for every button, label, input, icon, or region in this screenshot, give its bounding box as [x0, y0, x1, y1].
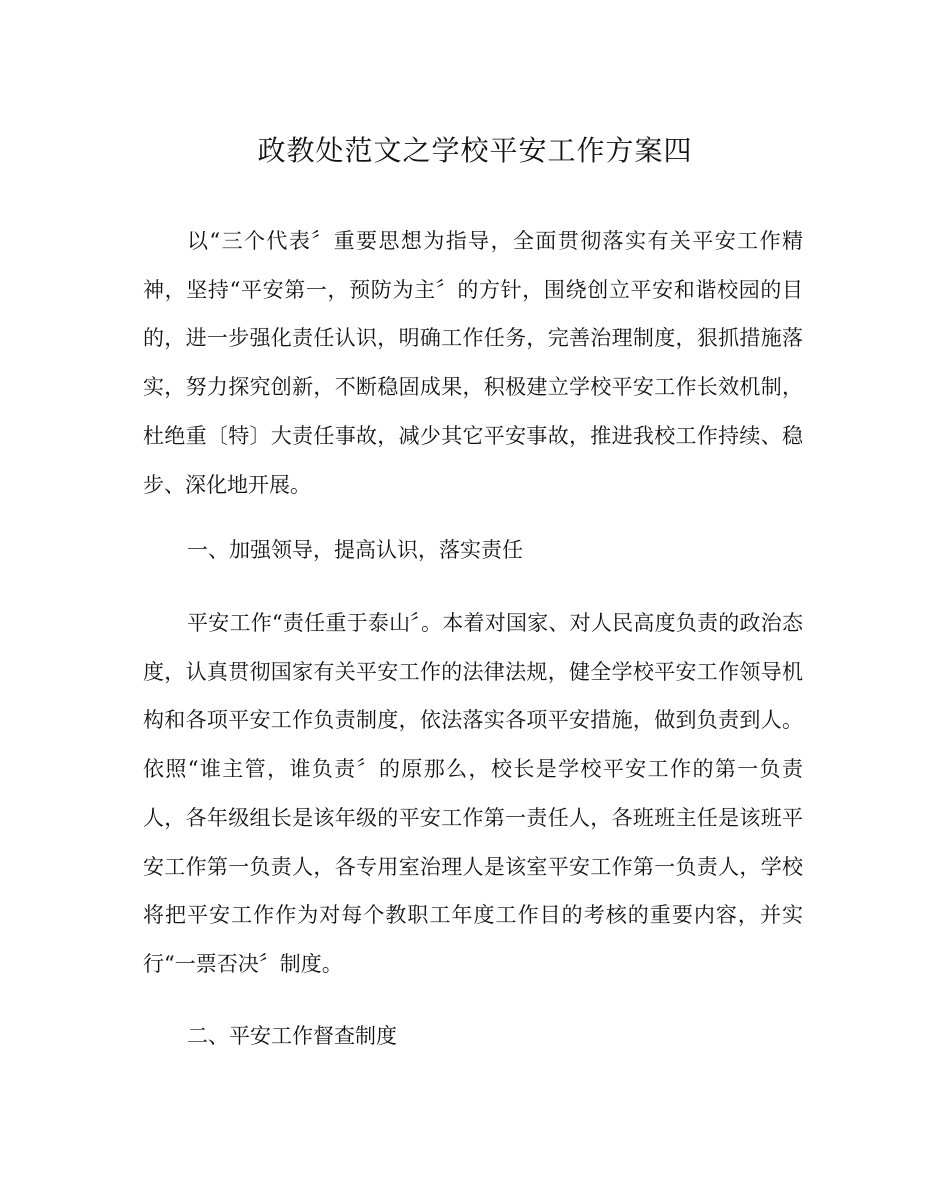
paragraph-intro: 以“三个代表〞重要思想为指导，全面贯彻落实有关平安工作精神，坚持“平安第一，预防为主〞的方针，围绕创立平安和谐校园的目的，进一步强化责任认识，明确工作任务，完善治理制度，狠抓措施落实，努力探究创新，不断稳固成果，积极建立学校平安工作长效机制，杜绝重〔特〕大责任事故，减少其它平安事故，推进我校工作持续、稳步、深化地开展。 [143, 229, 803, 497]
section-heading-2: 二、平安工作督查制度 [187, 1024, 397, 1048]
document-title: 政教处范文之学校平安工作方案四 [257, 134, 693, 167]
section-heading-1: 一、加强领导，提高认识，落实责任 [187, 538, 523, 562]
paragraph-responsibility: 平安工作“责任重于泰山〞。本着对国家、对人民高度负责的政治态度，认真贯彻国家有关平安工作的法律法规，健全学校平安工作领导机构和各项平安工作负责制度，依法落实各项平安措施，做到负责到人。依照“谁主管，谁负责〞的原那么，校长是学校平安工作的第一负责人，各年级组长是该年级的平安工作第一责任人，各班班主任是该班平安工作第一负责人，各专用室治理人是该室平安工作第一负责人，学校将把平安工作作为对每个教职工年度工作目的考核的重要内容，并实行“一票否决〞制度。 [143, 611, 803, 976]
